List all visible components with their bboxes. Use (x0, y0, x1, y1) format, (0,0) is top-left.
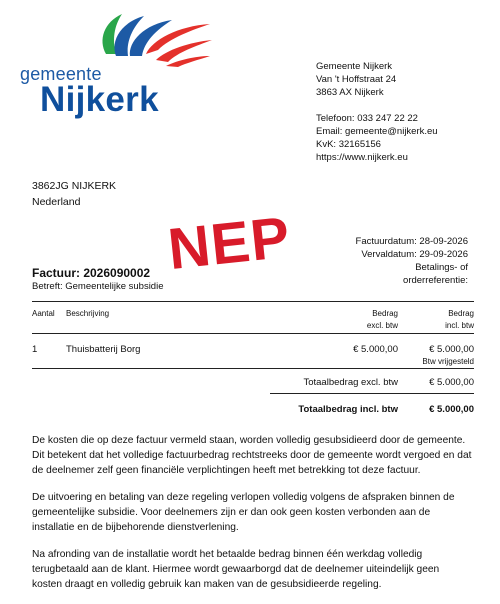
total-excl-value: € 5.000,00 (429, 377, 474, 388)
payment-reference-label: Betalings- of (415, 262, 468, 273)
header-qty: Aantal (32, 309, 55, 318)
recipient-city: 3862JG NIJKERK (32, 180, 117, 192)
payment-reference-label: orderreferentie: (403, 275, 468, 286)
due-date: Vervaldatum: 29-09-2026 (361, 249, 468, 260)
header-amount-excl-sub: excl. btw (366, 321, 398, 330)
logo-swoosh-icon (92, 10, 212, 68)
sender-line: 3863 AX Nijkerk (316, 87, 384, 98)
row-description: Thuisbatterij Borg (66, 344, 141, 355)
sender-line: Telefoon: 033 247 22 22 (316, 113, 418, 124)
total-incl-value: € 5.000,00 (429, 404, 474, 415)
sender-line: Van 't Hoffstraat 24 (316, 74, 397, 85)
header-amount-incl: Bedrag (448, 309, 474, 318)
recipient-address (32, 178, 116, 210)
table-row-rule (32, 368, 474, 369)
header-amount-incl-sub: incl. btw (445, 321, 474, 330)
fake-stamp: NEP (165, 204, 294, 283)
row-amount-incl: € 5.000,00 (429, 344, 474, 355)
total-excl-label: Totaalbedrag excl. btw (303, 377, 398, 388)
invoice-date: Factuurdatum: 28-09-2026 (355, 236, 468, 247)
table-top-rule (32, 301, 474, 302)
header-amount-excl: Bedrag (372, 309, 398, 318)
logo-text-big: Nijkerk (40, 80, 159, 119)
sender-spacer (316, 99, 438, 112)
sender-address (316, 60, 438, 164)
invoice-subject: Betreft: Gemeentelijke subsidie (32, 281, 164, 292)
total-incl-label: Totaalbedrag incl. btw (298, 404, 398, 415)
body-paragraph: De uitvoering en betaling van deze regeling verlopen volledig volgens de afspraken binnen de gemeentelijke subsidie. Voor deelnemers zijn er dan ook geen kosten verbonden aan de installatie en de bijbehorende dienstverlening. (32, 492, 455, 533)
invoice-title: Factuur: 2026090002 (32, 266, 151, 280)
invoice-meta (318, 235, 468, 287)
row-vat-note: Btw vrijgesteld (422, 357, 474, 366)
body-paragraph: Na afronding van de installatie wordt het betaalde bedrag binnen één werkdag volledig terugbetaald aan de klant. Hiermee wordt gewaarborgd dat de deelnemer uiteindelijk geen kosten draagt en volledig gebruik kan maken van de gesubsidieerde regeling. (32, 549, 440, 590)
sender-line: https://www.nijkerk.eu (316, 152, 408, 163)
header-description: Beschrijving (66, 309, 110, 318)
recipient-country: Nederland (32, 196, 81, 208)
sender-line: Gemeente Nijkerk (316, 61, 393, 72)
body-paragraph: De kosten die op deze factuur vermeld staan, worden volledig gesubsidieerd door de gemeente. Dit betekent dat het volledige factuurbedrag rechtstreeks door de gemeente wordt vergoed en dat de deelnemer zelf geen financiële verplichtingen heeft met betrekking tot deze factuur. (32, 435, 472, 476)
row-qty: 1 (32, 344, 38, 355)
total-rule (270, 393, 474, 394)
logo-text-small: gemeente (20, 64, 102, 84)
body-text (32, 433, 472, 604)
sender-line: Email: gemeente@nijkerk.eu (316, 126, 438, 137)
sender-line: KvK: 32165156 (316, 139, 381, 150)
row-amount-excl: € 5.000,00 (353, 344, 398, 355)
table-header-rule (32, 333, 474, 334)
